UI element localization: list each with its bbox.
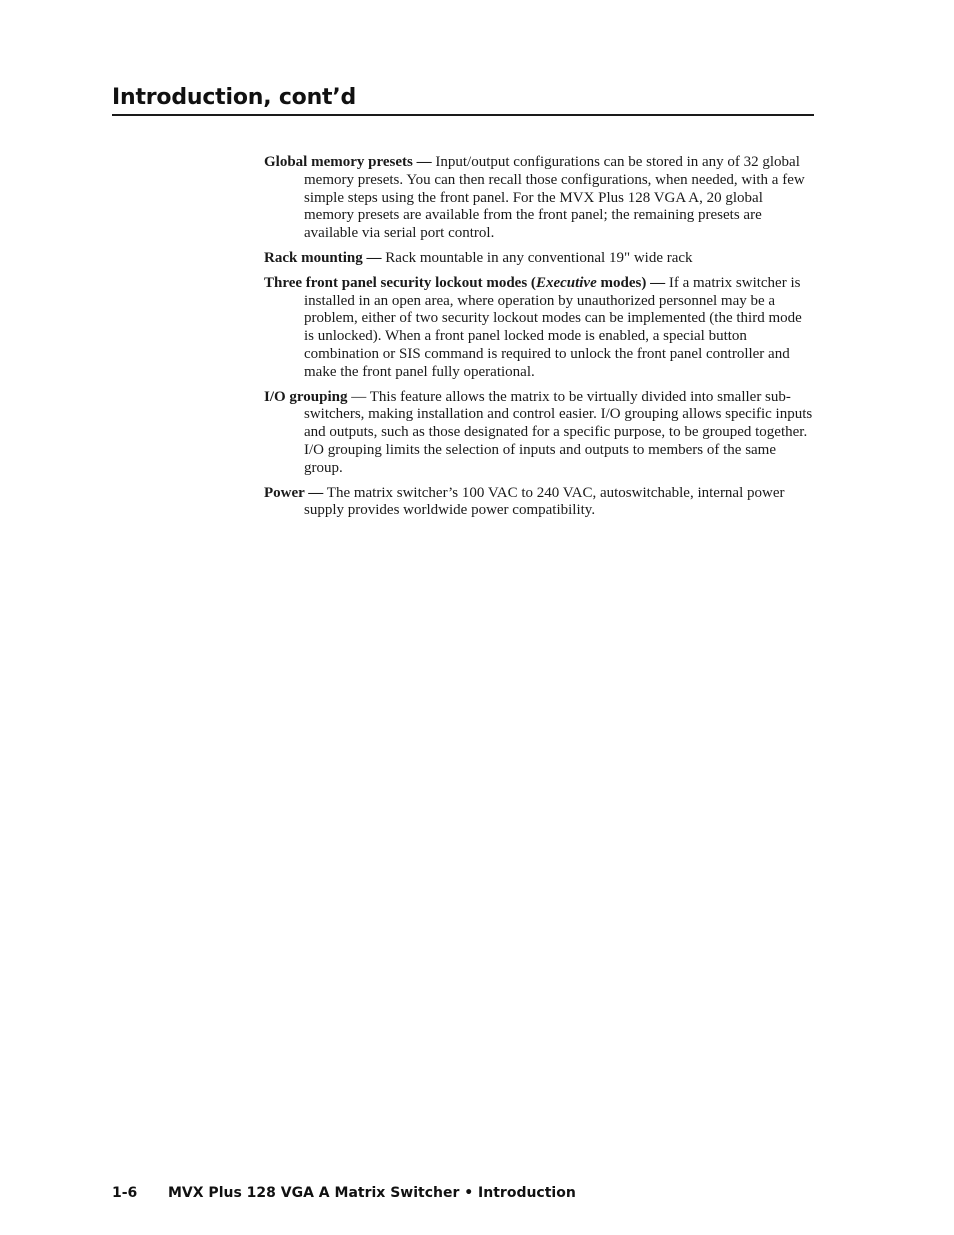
- feature-term: Power —: [264, 484, 324, 501]
- feature-list: [264, 154, 814, 527]
- feature-term: Global memory presets —: [264, 154, 432, 170]
- feature-description: Rack mountable in any conventional 19" wide rack: [381, 249, 693, 266]
- feature-description: If a matrix switcher is installed in an open area, where operation by unauthorized personnel may be a problem, either of two security lockout modes can be implemented (the third mode is unlocked). When a front panel locked mode is enabled, a special button combination or SIS command is required to unlock the front panel controller and make the front panel fully operational.: [304, 274, 802, 380]
- feature-item-io-grouping: [264, 389, 814, 478]
- feature-term: [264, 275, 665, 291]
- feature-item-rack-mounting: [264, 250, 814, 268]
- page-header: [112, 84, 814, 116]
- feature-term: I/O grouping: [264, 388, 348, 405]
- page-title: Introduction, cont’d: [112, 85, 357, 110]
- feature-item-power: [264, 485, 814, 521]
- page-footer: [112, 1184, 576, 1202]
- feature-term-part: modes) —: [596, 274, 666, 291]
- page-number: 1-6: [112, 1185, 138, 1201]
- feature-item-security-lockout: [264, 275, 814, 382]
- feature-description: The matrix switcher’s 100 VAC to 240 VAC, autoswitchable, internal power supply provides worldwide power compatibility.: [304, 484, 785, 519]
- footer-text: MVX Plus 128 VGA A Matrix Switcher • Introduction: [168, 1185, 576, 1201]
- feature-term: Rack mounting —: [264, 249, 382, 266]
- feature-term-italic: Executive: [535, 274, 597, 291]
- feature-item-global-memory-presets: [264, 154, 814, 243]
- feature-description: Input/output configurations can be stored in any of 32 global memory presets. You can then recall those configurations, when needed, with a few simple steps using the front panel. For the MVX Plus 128 VGA A, 20 global memory presets are available from the front panel; the remaining presets are available via serial port control.: [304, 154, 805, 242]
- feature-description: — This feature allows the matrix to be virtually divided into smaller sub-switchers, making installation and control easier. I/O grouping allows specific inputs and outputs, such as those designated for a specific purpose, to be grouped together. I/O grouping limits the selection of inputs and outputs to members of the same group.: [304, 388, 813, 476]
- feature-term-part: Three front panel security lockout modes (: [264, 274, 536, 291]
